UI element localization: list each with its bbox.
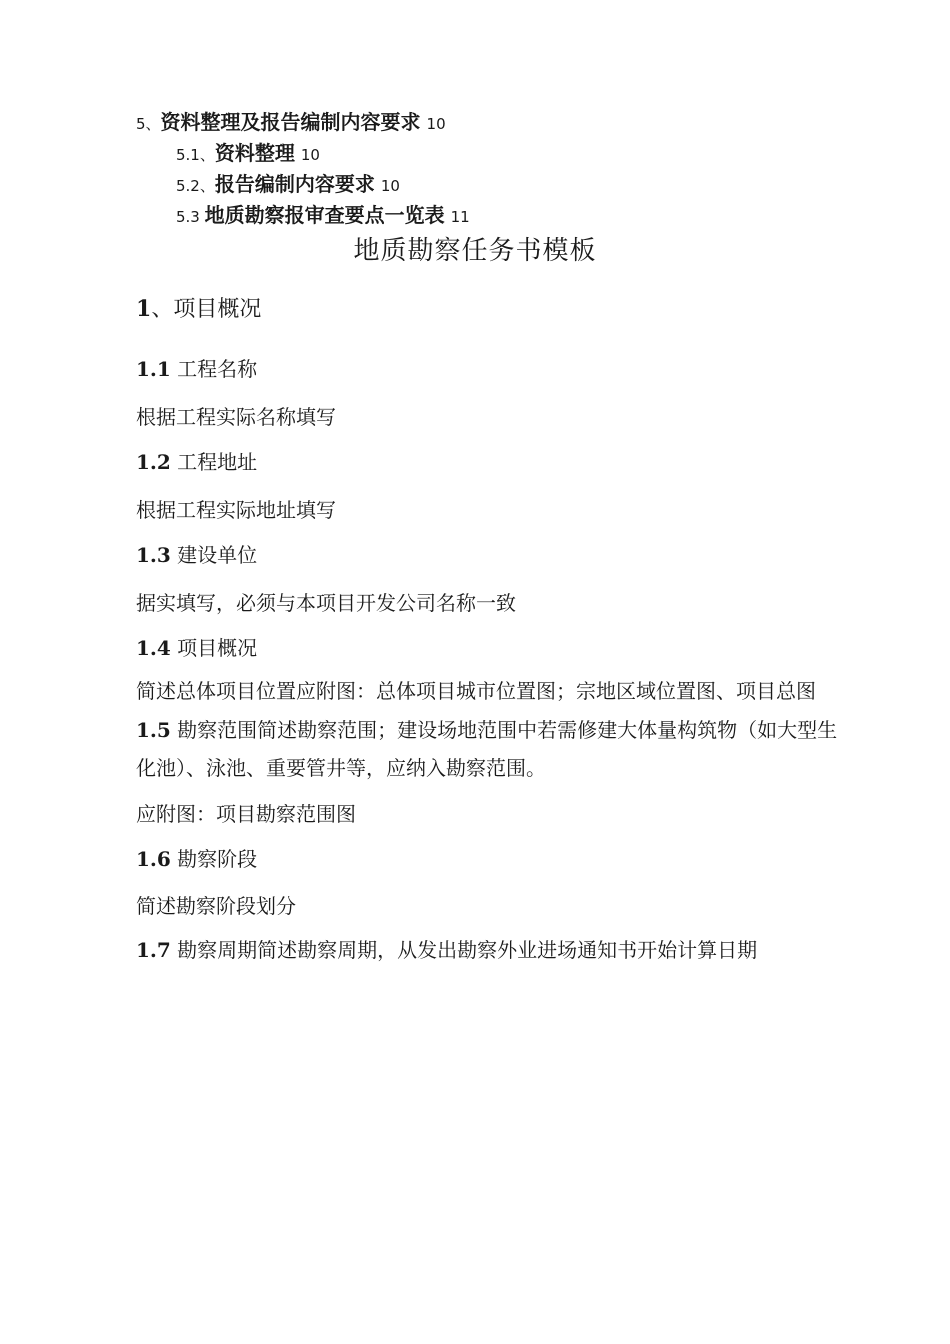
toc-number: 5.2、 <box>176 177 215 195</box>
toc-title: 资料整理及报告编制内容要求 <box>160 110 421 134</box>
toc-page: 10 <box>300 146 320 164</box>
toc-item-5-1[interactable] <box>176 137 320 166</box>
toc-title: 资料整理 <box>214 141 295 165</box>
heading-1-7 <box>136 934 757 963</box>
toc-item-5-3[interactable] <box>176 199 470 228</box>
toc-number: 5、 <box>136 115 161 133</box>
heading-1-6 <box>136 843 257 872</box>
body-text: 简述总体项目位置应附图：总体项目城市位置图；宗地区域位置图、项目总图 <box>136 679 816 703</box>
heading-text: 建设单位 <box>177 543 258 567</box>
heading-number: 1.3 <box>136 543 171 567</box>
toc-number: 5.1、 <box>176 146 215 164</box>
toc-title: 报告编制内容要求 <box>214 172 375 196</box>
body-1-3: 据实填写，必须与本项目开发公司名称一致 <box>136 591 516 615</box>
heading-1-3 <box>136 539 257 568</box>
heading-1-1 <box>136 353 257 382</box>
attach-note: 应附图：项目勘察范围图 <box>136 802 356 826</box>
document-title: 地质勘察任务书模板 <box>353 236 597 266</box>
toc-item-5[interactable] <box>136 106 446 135</box>
heading-number: 1.7 <box>136 938 171 962</box>
heading-1-2 <box>136 446 257 475</box>
toc-page: 10 <box>380 177 400 195</box>
heading-1-4 <box>136 632 257 661</box>
heading-number-1-5: 1.5 <box>136 717 171 742</box>
heading-text: 工程地址 <box>177 450 258 474</box>
toc-number: 5.3 <box>176 208 205 226</box>
section-title: 、项目概况 <box>151 297 262 322</box>
heading-number: 1.4 <box>136 636 171 660</box>
toc-page: 11 <box>450 208 470 226</box>
heading-number: 1.2 <box>136 450 171 474</box>
section-heading-1 <box>136 292 261 323</box>
toc-page: 10 <box>426 115 446 133</box>
heading-number: 1.1 <box>136 357 171 381</box>
heading-text: 勘察周期简述勘察周期，从发出勘察外业进场通知书开始计算日期 <box>177 938 758 962</box>
body-1-6: 简述勘察阶段划分 <box>136 894 296 918</box>
body-1-4 <box>136 672 856 788</box>
body-1-2: 根据工程实际地址填写 <box>136 498 336 522</box>
heading-text: 勘察阶段 <box>177 847 258 871</box>
heading-text: 项目概况 <box>177 636 258 660</box>
heading-number: 1.6 <box>136 847 171 871</box>
heading-text: 工程名称 <box>177 357 258 381</box>
body-text: 勘察范围简述勘察范围；建设场地范围中若需修建大体量构筑物（如大型生化池）、泳池、重要管井等，应纳入勘察范围。 <box>136 717 838 780</box>
toc-title: 地质勘察报审查要点一览表 <box>204 203 445 227</box>
body-1-1: 根据工程实际名称填写 <box>136 405 336 429</box>
toc-item-5-2[interactable] <box>176 168 400 197</box>
section-number: 1 <box>136 296 152 322</box>
